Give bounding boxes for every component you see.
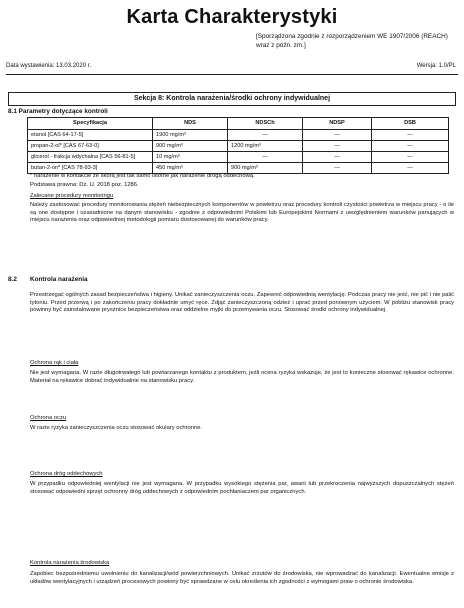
- general-measures-text: Przestrzegać ogólnych zasad bezpieczeństwa i higieny. Unikać zanieczyszczenia oczu. Zapewnić odpowiednią wentylację. Podczas pracy nie jeść, nie pić i nie palić tytoniu. Przed przerwą i po zakończeniu pracy dokładnie umyć ręce. Zdjąć zanieczyszczoną odzież i uprać przed ponownym użyciem. W pobliżu stanowisk pracy powinny być zainstalowane prysznice bezpieczeństwa oraz oddzielne myjki do przemywania oczu. Stosować środki ochrony indywidualnej.: [30, 292, 454, 314]
- section-8-2-title: Kontrola narażenia: [30, 276, 88, 283]
- table-cell: 900 mg/m³: [153, 141, 228, 152]
- table-cell: —: [372, 141, 449, 152]
- respiratory-protection-heading: Ochrona dróg oddechowych: [30, 471, 103, 477]
- table-header-row: [28, 118, 449, 130]
- table-cell: 1200 mg/m³: [228, 141, 303, 152]
- table-cell: —: [372, 152, 449, 163]
- table-cell: butan-2-on* [CAS 78-93-3]: [28, 163, 153, 174]
- table-cell: —: [303, 130, 372, 141]
- table-row: [28, 163, 449, 174]
- version: Wersja: 1.0/PL: [416, 63, 456, 69]
- exposure-limits-table: [27, 117, 449, 174]
- table-cell: —: [228, 130, 303, 141]
- table-cell: —: [228, 152, 303, 163]
- legal-basis: Podstawa prawna: Dz. U. 2018 poz. 1286.: [30, 182, 139, 188]
- eye-protection-heading: Ochrona oczu: [30, 415, 67, 421]
- table-cell: 450 mg/m³: [153, 163, 228, 174]
- hand-protection-text: Nie jest wymagana. W razie długotrwałego lub powtarzanego kontaktu z produktem, jeśli ocena ryzyka wskazuje, że jest to konieczne stosować rękawice ochronne. Materiał na rękawice dobrać indywidualnie na stanowisku pracy.: [30, 370, 454, 384]
- section-8-heading: Sekcja 8: Kontrola narażenia/środki ochrony indywidualnej: [8, 92, 456, 106]
- header-divider: [6, 74, 458, 75]
- hand-protection-heading: Ochrona rąk i ciała: [30, 360, 79, 366]
- table-cell: etanol [CAS 64-17-5]: [28, 130, 153, 141]
- document-title: Karta Charakterystyki: [126, 6, 338, 28]
- table-row: [28, 141, 449, 152]
- table-cell: propan-2-ol* [CAS 67-63-0]: [28, 141, 153, 152]
- table-cell: 900 mg/m³: [228, 163, 303, 174]
- table-cell: 1900 mg/m³: [153, 130, 228, 141]
- asterisk-note: * narażenie w kontakcie ze skórą jest tak samo istotne jak narażenie drogą oddechową.: [30, 173, 255, 179]
- eye-protection-text: W razie ryzyka zanieczyszczenia oczu stosować okulary ochronne.: [30, 425, 203, 431]
- table-cell: —: [372, 130, 449, 141]
- table-cell: 10 mg/m³: [153, 152, 228, 163]
- table-cell: —: [372, 163, 449, 174]
- monitoring-text: Należy zastosować procedury monitorowania stężeń niebezpiecznych komponentów w powietrzu oraz procedury kontroli czystości powietrza w miejscu pracy - o ile są one dostępne i uzasadnione na danym stanowisku - zgodnie z odpowiednimi Polskimi lub Europejskimi Normami z uwzględnieniem warunków panujących w miejscu narażenia oraz odpowiedniej metodologii pomiaru dostosowanej do warunków pracy.: [30, 202, 454, 224]
- column-header: NDSP: [303, 118, 372, 130]
- respiratory-protection-text: W przypadku odpowiedniej wentylacji nie jest wymagana. W przypadku wysokiego stężenia par, awarii lub przekroczenia najwyższych dopuszczalnych stężeń stosować odpowiedni sprzęt ochronny dróg oddechowych z odpowiednim pochłaniaczem par organicznych.: [30, 481, 454, 495]
- table-row: [28, 130, 449, 141]
- environmental-exposure-heading: Kontrola narażenia środowiska: [30, 560, 110, 566]
- column-header: NDS: [153, 118, 228, 130]
- table-cell: —: [303, 152, 372, 163]
- document-subtitle: [Sporządzona zgodnie z rozporządzeniem WE 1907/2006 (REACH) wraz z późn. zm.]: [256, 33, 448, 49]
- column-header: NDSCh: [228, 118, 303, 130]
- environmental-exposure-text: Zapobiec bezpośredniemu uwolnieniu do kanalizacji/wód powierzchniowych. Unikać zrzutów do środowiska, nie wprowadzać do kanalizacji. Ewentualne emisje z układów wentylacyjnych i urządzeń procesowych powinny być sprawdzane w celu określenia ich zgodności z wymogami praw o ochronie środowiska.: [30, 571, 454, 585]
- monitoring-heading: Zalecane procedury monitoringu: [30, 193, 114, 199]
- section-8-2-number: 8.2: [8, 276, 17, 283]
- table-cell: glicerol - frakcja wdychalna [CAS 56-81-5]: [28, 152, 153, 163]
- subsection-8-1-heading: 8.1 Parametry dotyczące kontroli: [8, 108, 108, 115]
- issue-date: Data wystawienia: 13.03.2020 r.: [6, 63, 92, 69]
- table-cell: —: [303, 141, 372, 152]
- column-header: DSB: [372, 118, 449, 130]
- column-header: Specyfikacja: [28, 118, 153, 130]
- table-cell: —: [303, 163, 372, 174]
- table-row: [28, 152, 449, 163]
